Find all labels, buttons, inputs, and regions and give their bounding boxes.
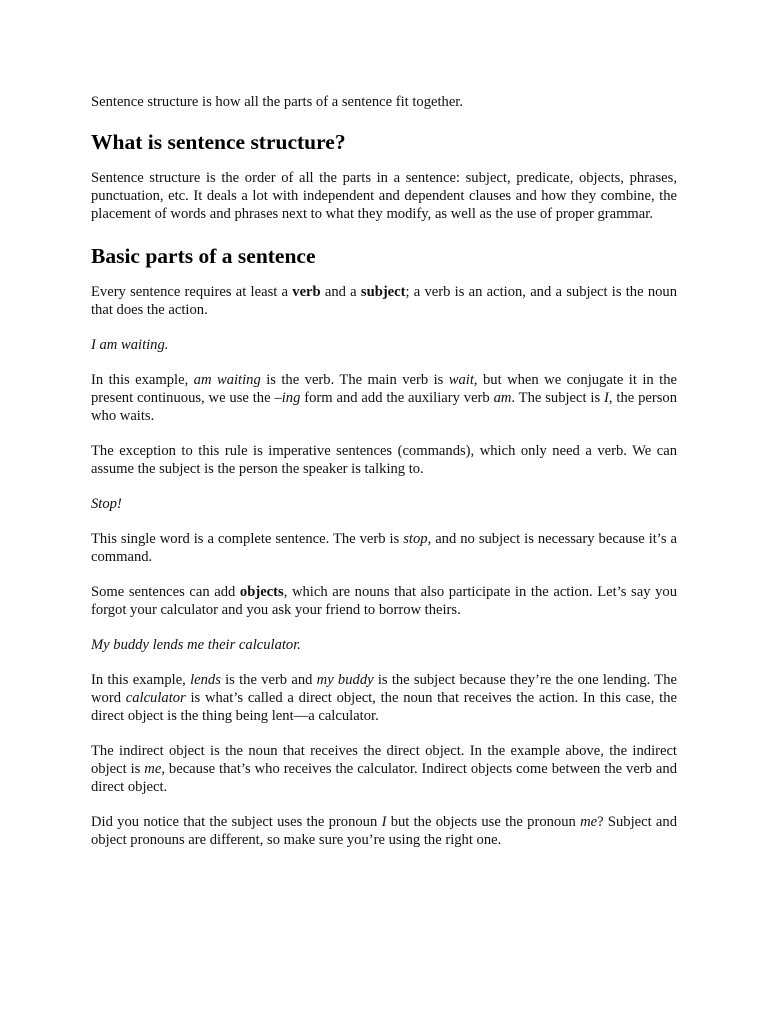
term-subject: subject (360, 284, 406, 300)
document-page (91, 93, 677, 849)
heading-what-is-sentence-structure: What is sentence structure? (91, 130, 346, 154)
example-sentence-1: I am waiting. (91, 337, 169, 353)
paragraph-imperative: The exception to this rule is imperative sentences (commands), which only need a verb. We can assume the subject is the person the speaker is talking to. (91, 443, 677, 477)
paragraph-direct-object: In this example, lends is the verb and my buddy is the subject because they’re the one lending. The word calculator is what’s called a direct object, the noun that receives the action. In this case, the direct object is the thing being lent—a calculator. (91, 672, 677, 724)
paragraph-definition: Sentence structure is the order of all the parts in a sentence: subject, predicate, objects, phrases, punctuation, etc. It deals a lot with independent and dependent clauses and how they combine, the placement of words and phrases next to what they modify, as well as the use of proper grammar. (91, 170, 677, 222)
paragraph-indirect-object: The indirect object is the noun that receives the direct object. In the example above, the indirect object is me, because that’s who receives the calculator. Indirect objects come between the verb and direct object. (91, 743, 677, 795)
paragraph-pronouns: Did you notice that the subject uses the pronoun I but the objects use the pronoun me? Subject and object pronouns are different, so make sure you’re using the right one. (91, 814, 677, 848)
term-objects: objects (239, 584, 284, 600)
term-verb: verb (292, 284, 321, 300)
heading-basic-parts: Basic parts of a sentence (91, 244, 316, 268)
paragraph-verb-subject: Every sentence requires at least a verb and a subject; a verb is an action, and a subject is the noun that does the action. (91, 284, 678, 318)
paragraph-example-1-explanation: In this example, am waiting is the verb. The main verb is wait, but when we conjugate it in the present continuous, we use the –ing form and add the auxiliary verb am. The subject is I, the person who waits. (91, 372, 677, 424)
example-sentence-2: Stop! (91, 496, 122, 512)
paragraph-objects: Some sentences can add objects, which are nouns that also participate in the action. Let’s say you forgot your calculator and you ask your friend to borrow theirs. (91, 584, 677, 618)
intro-paragraph: Sentence structure is how all the parts of a sentence fit together. (91, 94, 464, 110)
example-sentence-3: My buddy lends me their calculator. (91, 637, 301, 653)
paragraph-example-2-explanation: This single word is a complete sentence. The verb is stop, and no subject is necessary because it’s a command. (91, 531, 677, 565)
